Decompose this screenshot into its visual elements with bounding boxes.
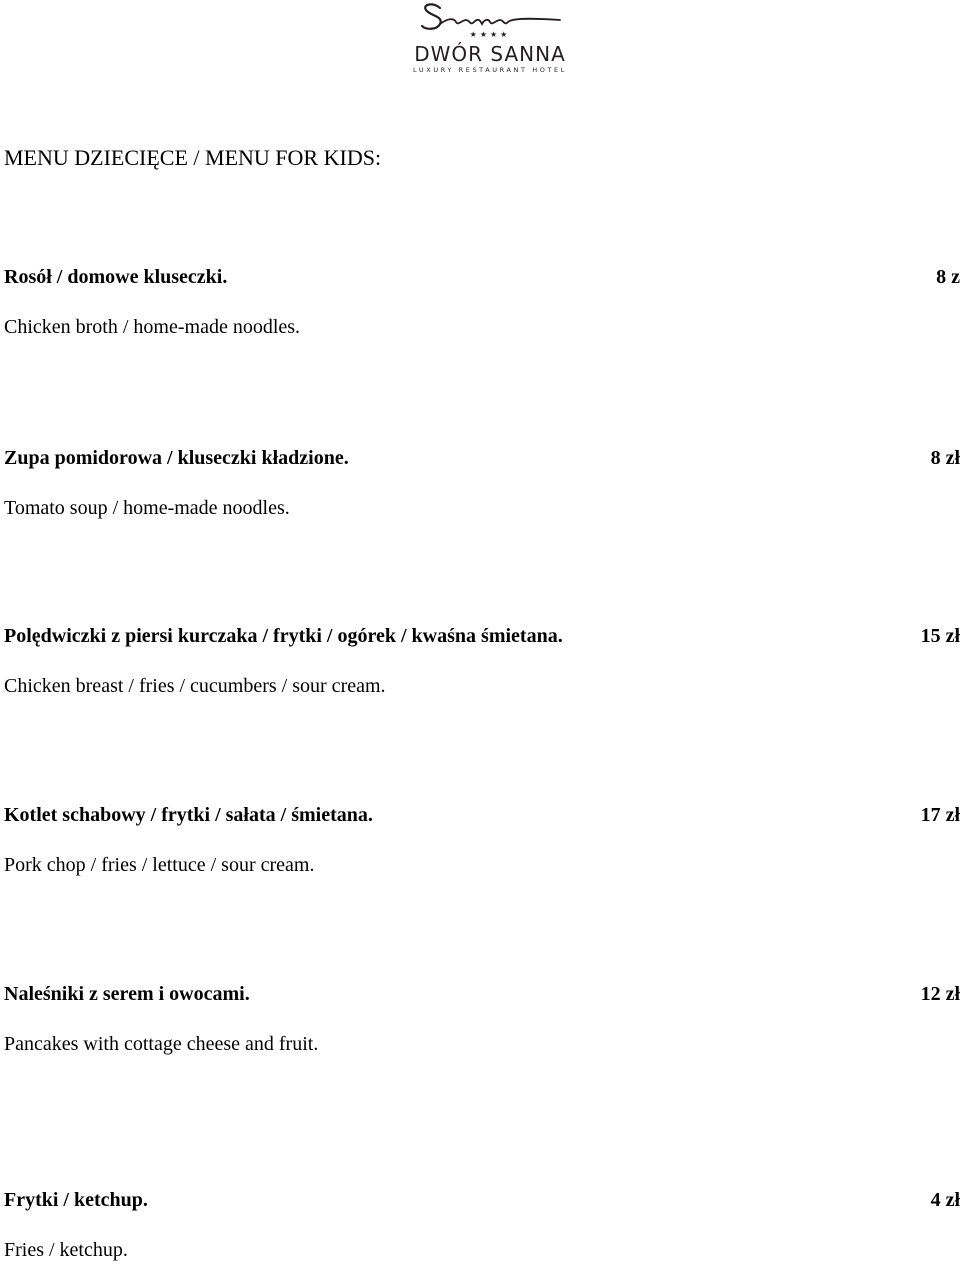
menu-item-price: 8 z xyxy=(936,266,960,288)
menu-item xyxy=(0,802,960,892)
menu-item-description: Fries / ketchup. xyxy=(4,1239,128,1261)
menu-item-description: Chicken breast / fries / cucumbers / sour cream. xyxy=(4,675,386,697)
menu-item-description: Pork chop / fries / lettuce / sour cream. xyxy=(4,854,315,876)
menu-item-description: Chicken broth / home-made noodles. xyxy=(4,316,301,338)
menu-item-name: Polędwiczki z piersi kurczaka / frytki / ogórek / kwaśna śmietana. xyxy=(4,625,563,647)
menu-item-price: 15 zł xyxy=(920,625,960,647)
menu-item-name: Frytki / ketchup. xyxy=(4,1189,148,1211)
menu-item-name: Rosół / domowe kluseczki. xyxy=(4,266,228,288)
menu-item xyxy=(0,264,960,354)
logo-name: DWÓR SANNA xyxy=(414,42,566,66)
menu-item-description: Pancakes with cottage cheese and fruit. xyxy=(4,1033,319,1055)
menu-item-name: Naleśniki z serem i owocami. xyxy=(4,983,250,1005)
menu-item xyxy=(0,445,960,535)
logo-tagline: LUXURY RESTAURANT HOTEL xyxy=(413,66,567,74)
menu-item xyxy=(0,623,960,713)
restaurant-logo xyxy=(400,0,580,82)
menu-item-price: 12 zł xyxy=(920,983,960,1005)
menu-item-description: Tomato soup / home-made noodles. xyxy=(4,497,290,519)
menu-item xyxy=(0,981,960,1071)
menu-item-name: Zupa pomidorowa / kluseczki kładzione. xyxy=(4,447,349,469)
menu-item-price: 17 zł xyxy=(920,804,960,826)
menu-item-name: Kotlet schabowy / frytki / sałata / śmietana. xyxy=(4,804,373,826)
menu-item-price: 8 zł xyxy=(930,447,960,469)
logo-stars: ★★★★ xyxy=(469,30,511,39)
menu-title: MENU DZIECIĘCE / MENU FOR KIDS: xyxy=(4,145,382,170)
logo-signature-mark xyxy=(400,0,580,34)
menu-item-price: 4 zł xyxy=(930,1189,960,1211)
